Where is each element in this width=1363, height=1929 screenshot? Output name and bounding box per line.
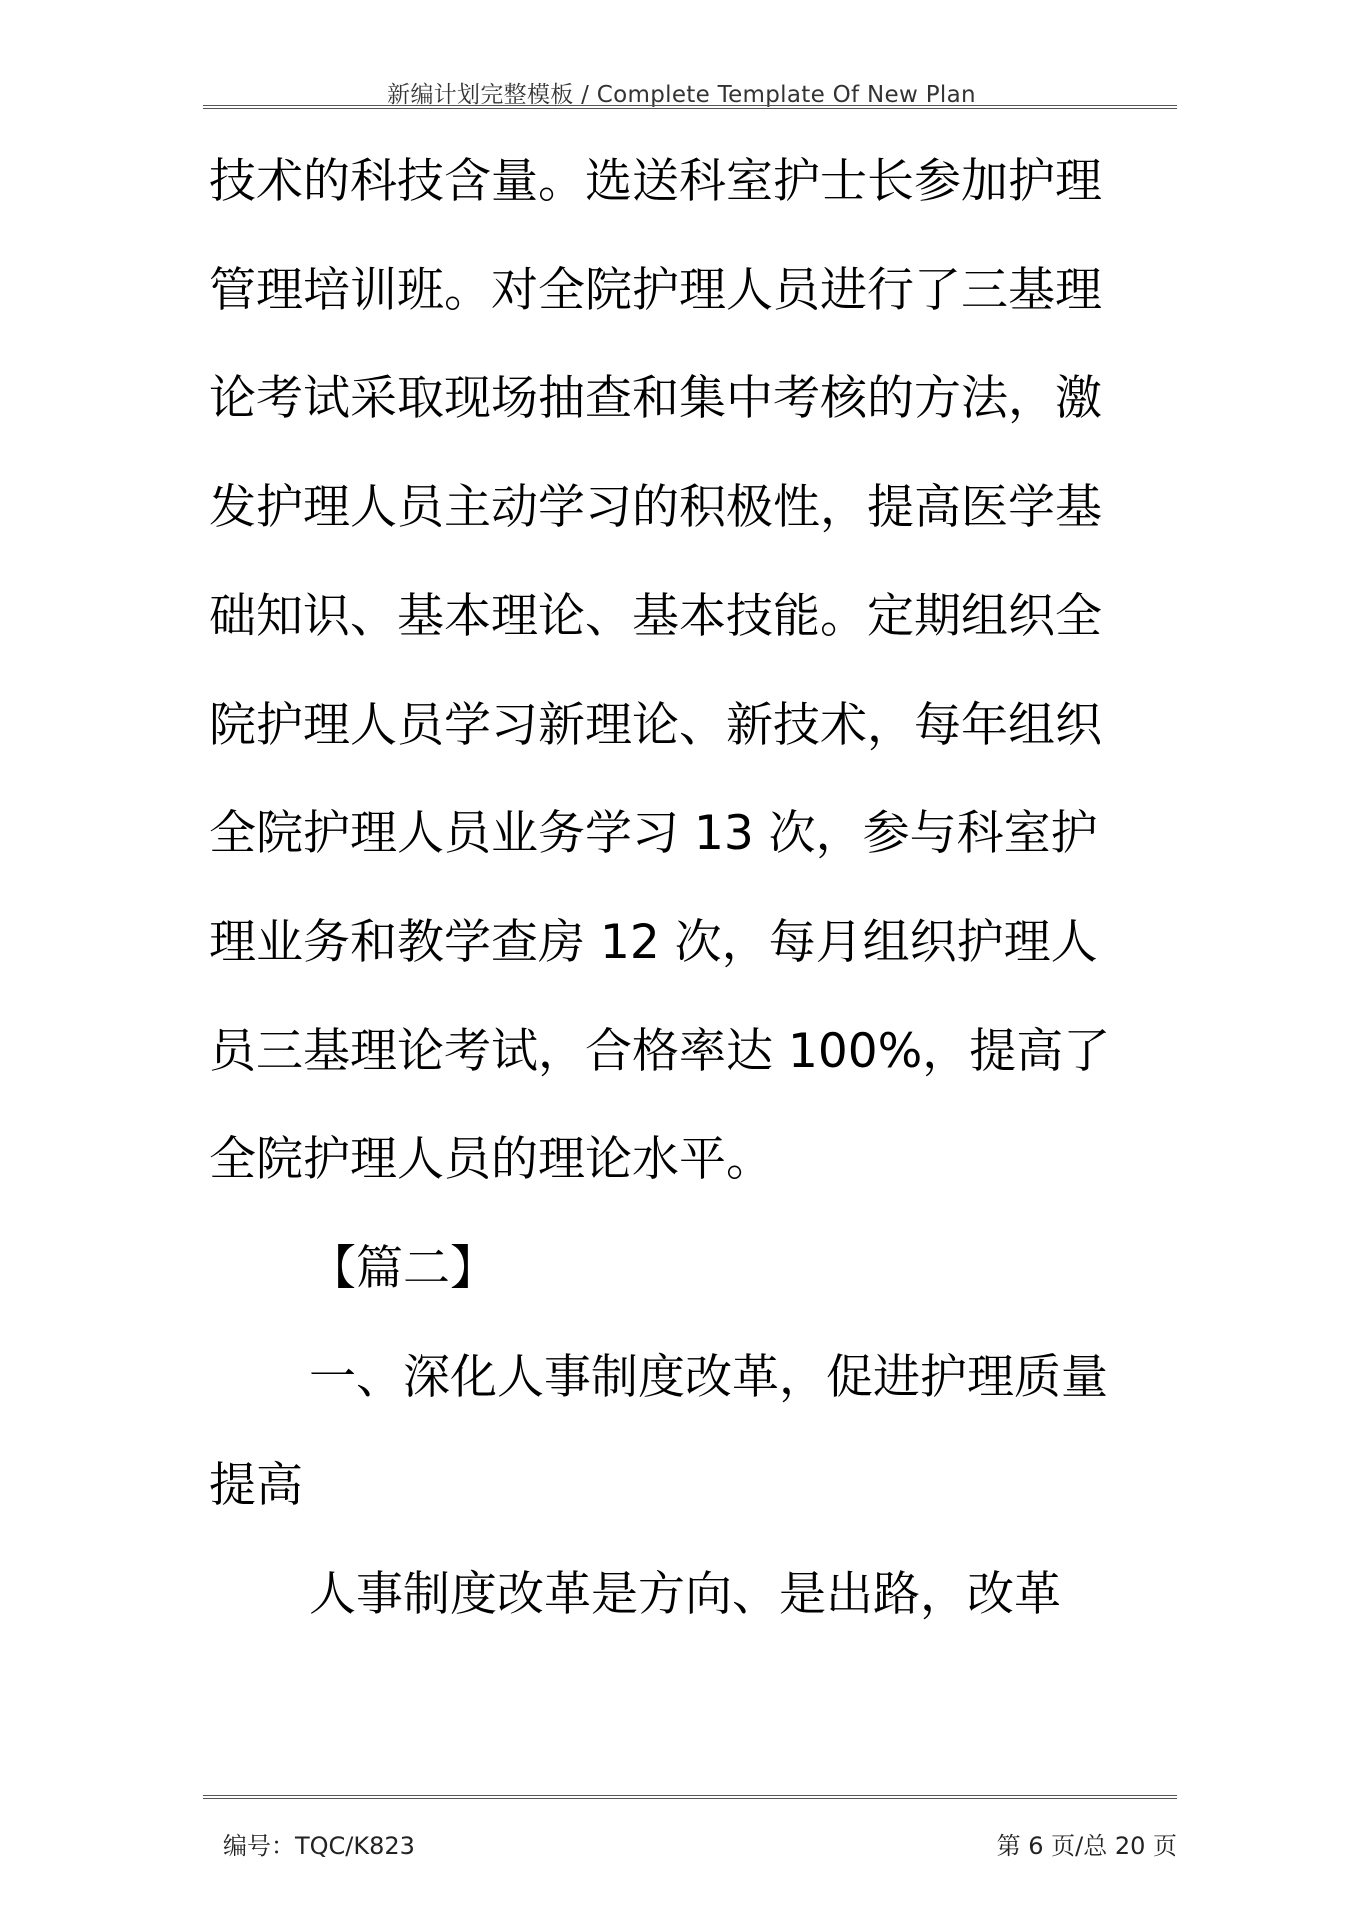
page-number: 第 6 页/总 20 页: [996, 1832, 1177, 1860]
header-divider: [203, 105, 1177, 109]
body-paragraph: 技术的科技含量。选送科室护士长参加护理管理培训班。对全院护理人员进行了三基理论考试采取现场抽查和集中考核的方法，激发护理人员主动学习的积极性，提高医学基础知识、基本理论、基本技能。定期组织全院护理人员学习新理论、新技术，每年组织全院护理人员业务学习 13 次，参与科室护理业务和教学查房 12 次，每月组织护理人员三基理论考试，合格率达 100%，提高了全院护理人员的理论水平。: [209, 154, 1111, 1188]
section-heading: 【篇二】: [309, 1241, 497, 1297]
footer-divider: [203, 1795, 1177, 1799]
document-body: [209, 128, 1139, 1650]
page-header-title: 新编计划完整模板 / Complete Template Of New Plan: [387, 82, 976, 108]
body-paragraph: 人事制度改革是方向、是出路，改革: [309, 1567, 1061, 1623]
section-subheading: 一、深化人事制度改革，促进护理质量提高: [209, 1349, 1108, 1514]
document-code: 编号：TQC/K823: [223, 1832, 415, 1860]
